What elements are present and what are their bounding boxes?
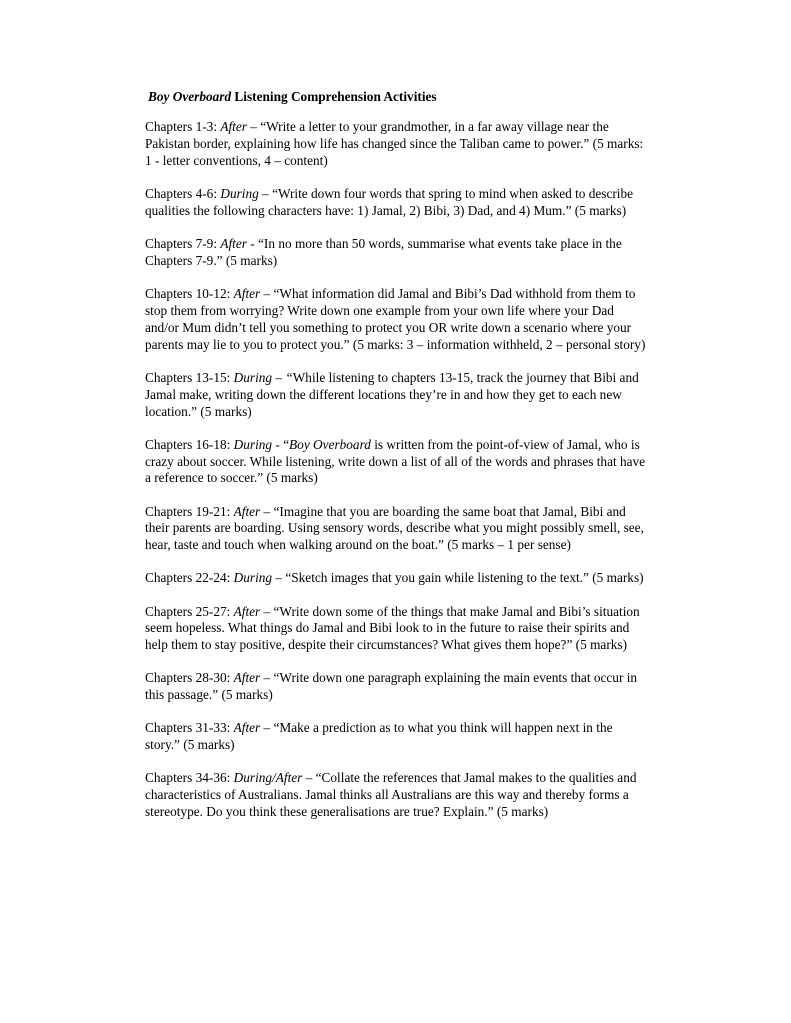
separator: – — [260, 285, 274, 301]
activity-chapters-7-9 — [145, 236, 650, 270]
activity-phase: During – “ — [233, 369, 293, 385]
activity-phase: During/After — [233, 770, 303, 786]
activity-text: is written from the point-of-view of Jamal, who is crazy about soccer. While listening, write down a list of all of the words and phrases that have a reference to soccer.” (5 marks) — [145, 436, 646, 486]
activity-text: “What information did Jamal and Bibi’s Dad withhold from them to stop them from worrying? Write down one example from your own life where your Dad and/or Mum didn’t tell you something to protect you OR write down a scenario where your parents may lie to you to protect you.” (5 marks: 3 – information withheld, 2 – personal story) — [145, 285, 646, 352]
activity-chapters-31-33 — [145, 720, 650, 754]
separator: – — [260, 670, 274, 686]
activity-chapters-25-27 — [145, 604, 650, 655]
activity-chapters-16-18 — [145, 437, 650, 488]
activity-phase: After — [233, 720, 261, 736]
activity-text: “In no more than 50 words, summarise what events take place in the Chapters 7-9.” (5 marks) — [145, 235, 622, 268]
activity-chapters-28-30 — [145, 670, 650, 704]
chapter-range: Chapters 22-24: — [145, 570, 234, 586]
activity-phase: After — [233, 285, 261, 301]
separator: – — [260, 503, 274, 519]
chapter-range: Chapters 1-3: — [145, 119, 221, 134]
separator: – — [258, 185, 273, 201]
activity-text: “Write down some of the things that make Jamal and Bibi’s situation seem hopeless. What things do Jamal and Bibi look to in the future to raise their spirits and help them to stay positive, despite their circumstances? What gives them hope?” (5 marks) — [145, 603, 640, 653]
activity-chapters-10-12 — [145, 286, 650, 354]
chapter-range: Chapters 31-33: — [145, 720, 234, 736]
chapter-range: Chapters 13-15: — [145, 369, 234, 385]
activity-text: “Sketch images that you gain while listening to the text.” (5 marks) — [285, 570, 644, 586]
activity-chapters-34-36 — [145, 770, 650, 821]
activity-text: “Make a prediction as to what you think will happen next in the story.” (5 marks) — [145, 720, 613, 753]
activity-phase: After — [233, 503, 261, 519]
separator: – — [272, 570, 286, 586]
activity-phase: During — [233, 570, 273, 586]
activity-text: “Write down four words that spring to mind when asked to describe qualities the following characters have: 1) Jamal, 2) Bibi, 3) Dad, and 4) Mum.” (5 marks) — [145, 185, 634, 218]
activity-text: “Write down one paragraph explaining the main events that occur in this passage.” (5 marks) — [145, 670, 638, 703]
activity-phase: After — [220, 119, 247, 134]
chapter-range: Chapters 16-18: — [145, 436, 234, 452]
activity-chapters-1-3 — [145, 119, 650, 170]
chapter-range: Chapters 34-36: — [145, 770, 234, 786]
separator: – — [260, 603, 274, 619]
activity-chapters-4-6 — [145, 186, 650, 220]
document-title — [148, 88, 650, 105]
activity-text: “Imagine that you are boarding the same boat that Jamal, Bibi and their parents are boarding. Using sensory words, describe what you might possibly smell, see, hear, taste and touch when walking around on the boat.” (5 marks – 1 per sense) — [145, 503, 644, 553]
chapter-range: Chapters 4-6: — [145, 185, 221, 201]
quote-open: “ — [283, 436, 290, 452]
activity-text: While listening to chapters 13-15, track the journey that Bibi and Jamal make, writing down the different locations they’re in and how they get to each new location.” (5 marks) — [145, 369, 639, 419]
activity-chapters-19-21 — [145, 504, 650, 555]
title-text: Listening Comprehension Activities — [231, 89, 437, 104]
book-title: Boy Overboard — [148, 89, 232, 104]
chapter-range: Chapters 7-9: — [145, 235, 221, 251]
chapter-range: Chapters 25-27: — [145, 603, 234, 619]
document-page — [145, 88, 650, 837]
activity-chapters-13-15 — [145, 370, 650, 421]
separator: – — [302, 770, 316, 786]
activity-phase: After — [233, 670, 261, 686]
activity-phase: After — [233, 603, 261, 619]
book-title: Boy Overboard — [289, 436, 371, 452]
activity-text: “Write a letter to your grandmother, in a far away village near the Pakistan border, explaining how life has changed since the Taliban came to power.” (5 marks: 1 - letter conventions, 4 – content) — [145, 119, 644, 168]
activity-chapters-22-24 — [145, 570, 650, 587]
activity-phase: During — [220, 185, 259, 201]
separator: - — [246, 235, 259, 251]
activity-phase: During — [233, 436, 273, 452]
chapter-range: Chapters 28-30: — [145, 670, 234, 686]
activity-phase: After — [220, 235, 247, 251]
separator: – — [246, 119, 261, 134]
separator: - — [272, 436, 284, 452]
chapter-range: Chapters 10-12: — [145, 285, 234, 301]
separator: – — [260, 720, 274, 736]
chapter-range: Chapters 19-21: — [145, 503, 234, 519]
activity-text: “Collate the references that Jamal makes to the qualities and characteristics of Australians. Jamal thinks all Australians are this way and thereby forms a stereotype. Do you think these generalisations are true? Explain.” (5 marks) — [145, 770, 637, 820]
